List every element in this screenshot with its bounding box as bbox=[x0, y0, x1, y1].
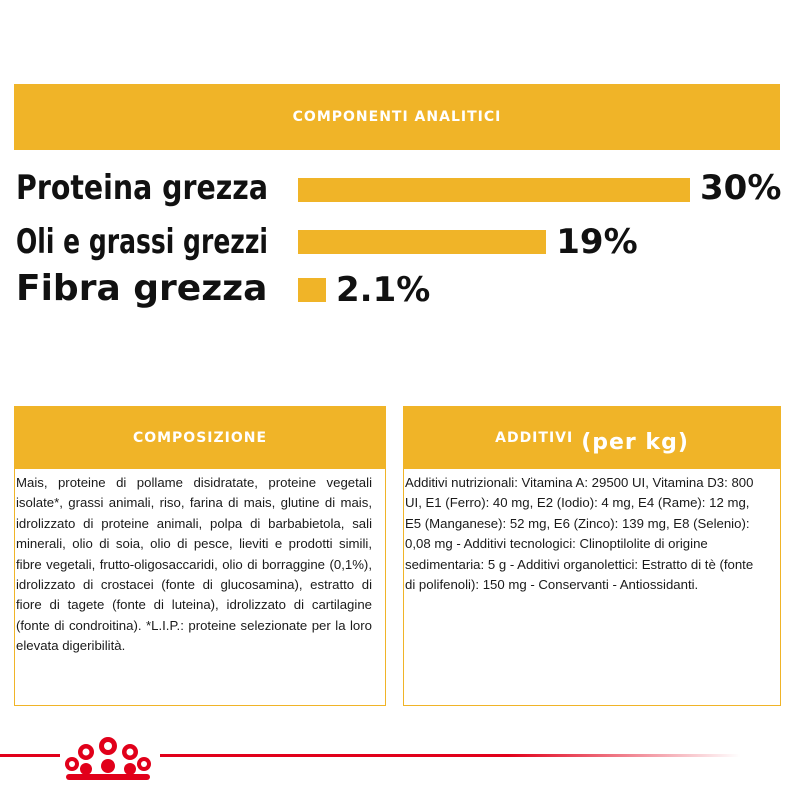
additivi-panel bbox=[403, 406, 781, 706]
row-label-proteina: Proteina grezza bbox=[16, 168, 268, 208]
composizione-title: COMPOSIZIONE bbox=[132, 430, 268, 446]
additivi-title: ADDITIVI bbox=[495, 430, 574, 446]
composizione-text: Mais, proteine di pollame disidratate, proteine vegetali isolate*, grassi animali, riso, farina di mais, glutine di mais, idrolizzato di proteine animali, polpa di barbabietola, sali minerali, olio di soia, olio di pesce, lieviti e prodotti simili, fibre vegetali, frutto-oligosaccaridi, olio di borraggine (0,1%), idrolizzato di crostacei (fonte di glucosamina), estratto di fiore di tagete (fonte di luteina), idrolizzato di cartilagine (fonte di condroitina). *L.I.P.: proteine selezionate per la loro elevata digeribilità. bbox=[16, 475, 372, 654]
value-fibra: 2.1% bbox=[336, 270, 431, 310]
row-label-fibra: Fibra grezza bbox=[16, 268, 268, 309]
royal-canin-crown-icon bbox=[62, 724, 154, 784]
additivi-text: Additivi nutrizionali: Vitamina A: 29500 UI, Vitamina D3: 800 UI, E1 (Ferro): 40 mg, E2 (Iodio): 4 mg, E4 (Rame): 12 mg, E5 (Manganese): 52 mg, E6 (Zinco): 139 mg, E8 (Selenio): 0,08 mg - Additivi tecnologici: Clinoptilolite di origine sedimentaria: 5 g - Additivi organolettici: Estratto di tè (fonte di polifenoli): 150 mg - Conservanti - Antiossidanti. bbox=[405, 475, 754, 593]
value-oli-grassi: 19% bbox=[556, 222, 638, 262]
bar-proteina bbox=[298, 178, 690, 202]
value-proteina: 30% bbox=[700, 168, 782, 208]
bar-fibra bbox=[298, 278, 326, 302]
composizione-panel bbox=[14, 406, 386, 706]
analitici-title: COMPONENTI ANALITICI bbox=[292, 109, 502, 125]
additivi-unit: (per kg) bbox=[581, 429, 689, 455]
footer-red-line-left bbox=[0, 754, 60, 757]
analitici-title-banner bbox=[14, 84, 780, 150]
bar-oli-grassi bbox=[298, 230, 546, 254]
footer-red-line-right bbox=[160, 754, 740, 757]
row-label-oli-grassi: Oli e grassi grezzi bbox=[16, 222, 268, 262]
additivi-title-banner bbox=[404, 407, 780, 469]
composizione-title-banner bbox=[15, 407, 385, 469]
